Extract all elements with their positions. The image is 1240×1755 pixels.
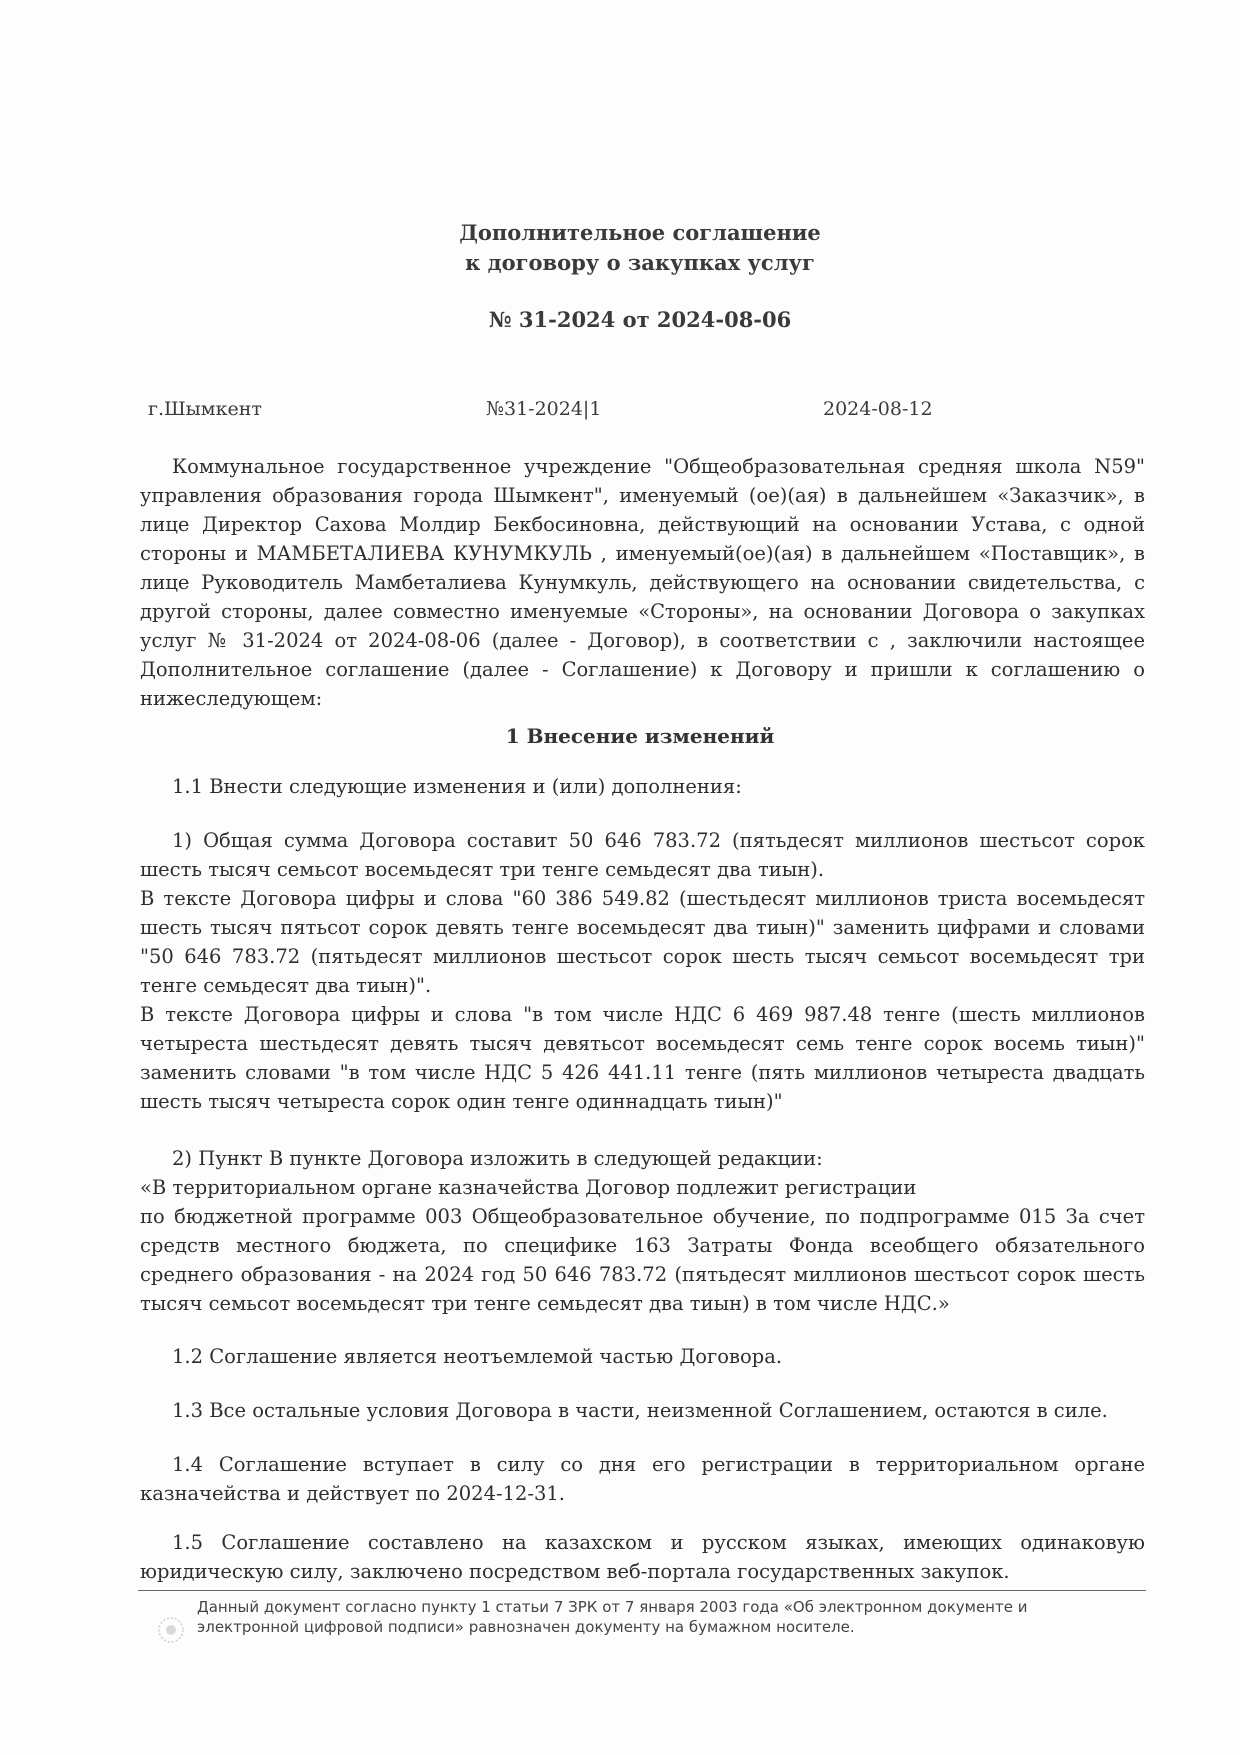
document-title: Дополнительное соглашение: [459, 220, 821, 245]
document-subtitle: к договору о закупках услуг: [465, 250, 815, 275]
city: г.Шымкент: [148, 398, 262, 420]
agreement-date: 2024-08-12: [823, 398, 933, 420]
clause-1-1-item-2: [140, 1144, 1145, 1318]
section-1-title: 1 Внесение изменений: [505, 724, 775, 748]
clause-1-5-text: 1.5 Соглашение составлено на казахском и русском языках, имеющих одинаковую юридическую силу, заключено посредством веб-портала государственных закупок.: [140, 1531, 1145, 1583]
clause-1-4: [140, 1450, 1145, 1508]
ecp-stamp-icon: [155, 1614, 187, 1646]
item-1-replacement-sum: В тексте Договора цифры и слова "60 386 549.82 (шестьдесят миллионов триста восемьдесят шесть тысяч пятьсот сорок девять тенге восемьдесят два тиын)" заменить цифрами и словами "50 646 783.72 (пятьдесят миллионов шестьсот сорок шесть тысяч семьсот восемьдесят три тенге семьдесят два тиын)".: [140, 887, 1145, 997]
clause-1-3: [140, 1396, 1145, 1425]
contract-number: № 31-2024 от 2024-08-06: [488, 307, 792, 332]
item-2-quote-start: «В территориальном органе казначейства Договор подлежит регистрации: [140, 1176, 917, 1199]
clause-1-1-text: 1.1 Внести следующие изменения и (или) дополнения:: [172, 775, 742, 798]
agreement-number: №31-2024|1: [486, 398, 602, 420]
preamble-block: [140, 452, 1145, 713]
footer-divider: [138, 1590, 1146, 1591]
clause-1-1: [140, 772, 1145, 801]
clause-1-3-text: 1.3 Все остальные условия Договора в части, неизменной Соглашением, остаются в силе.: [172, 1399, 1108, 1422]
clause-1-1-item-1: [140, 826, 1145, 1116]
clause-1-5: [140, 1528, 1145, 1586]
clause-1-2: [140, 1342, 1145, 1371]
clause-1-2-text: 1.2 Соглашение является неотъемлемой частью Договора.: [172, 1345, 783, 1368]
item-1-text: 1) Общая сумма Договора составит 50 646 783.72 (пятьдесят миллионов шестьсот сорок шесть тысяч семьсот восемьдесят три тенге семьдесят два тиын).: [140, 829, 1145, 881]
preamble-paragraph: Коммунальное государственное учреждение "Общеобразовательная средняя школа N59" управления образования города Шымкент", именуемый (ое)(ая) в дальнейшем «Заказчик», в лице Директор Сахова Молдир Бекбосиновна, действующий на основании Устава, с одной стороны и МАМБЕТАЛИЕВА КУНУМКУЛЬ , именуемый(ое)(ая) в дальнейшем «Поставщик», в лице Руководитель Мамбеталиева Кунумкуль, действующего на основании свидетельства, с другой стороны, далее совместно именуемые «Стороны», на основании Договора о закупках услуг № 31-2024 от 2024-08-06 (далее - Договор), в соответствии с , заключили настоящее Дополнительное соглашение (далее - Соглашение) к Договору и пришли к соглашению о нижеследующем:: [140, 455, 1145, 710]
footer-legal-note: Данный документ согласно пункту 1 статьи 7 ЗРК от 7 января 2003 года «Об электронном документе и электронной цифровой подписи» равнозначен документу на бумажном носителе.: [197, 1598, 1028, 1636]
item-2-text: 2) Пункт В пункте Договора изложить в следующей редакции:: [172, 1147, 823, 1170]
clause-1-4-text: 1.4 Соглашение вступает в силу со дня его регистрации в территориальном органе казначейства и действует по 2024-12-31.: [140, 1453, 1145, 1505]
item-2-budget-program: по бюджетной программе 003 Общеобразовательное обучение, по подпрограмме 015 За счет средств местного бюджета, по специфике 163 Затраты Фонда всеобщего обязательного среднего образования - на 2024 год 50 646 783.72 (пятьдесят миллионов шестьсот сорок шесть тысяч семьсот восемьдесят три тенге семьдесят два тиын) в том числе НДС.»: [140, 1205, 1145, 1315]
item-1-replacement-vat: В тексте Договора цифры и слова "в том числе НДС 6 469 987.48 тенге (шесть миллионов четыреста шестьдесят девять тысяч девятьсот восемьдесят семь тенге сорок восемь тиын)" заменить словами "в том числе НДС 5 426 441.11 тенге (пять миллионов четыреста двадцать шесть тысяч четыреста сорок один тенге одиннадцать тиын)": [140, 1003, 1145, 1113]
